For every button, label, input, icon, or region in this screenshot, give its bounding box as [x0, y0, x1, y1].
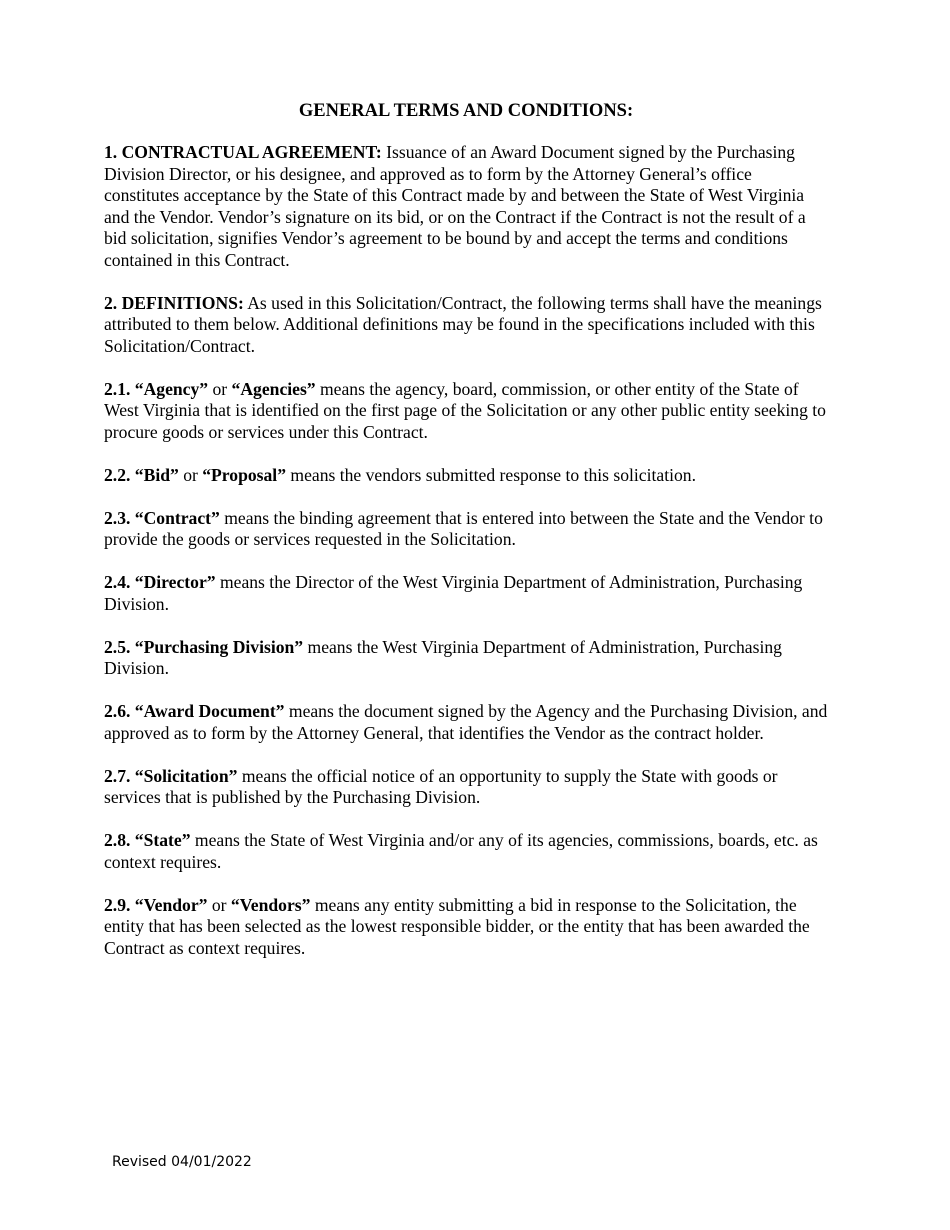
section-term-alt: “Vendors”: [230, 894, 311, 915]
section-term-alt: “Agencies”: [231, 378, 316, 399]
revision-footer: Revised 04/01/2022: [112, 1154, 252, 1170]
section-term: 2.1. “Agency”: [104, 378, 209, 399]
section-text: means any entity submitting a bid in response to the Solicitation, the entity that has been selected as the lowest responsible bidder, or the entity that has been awarded the Contract as context requires.: [104, 894, 810, 958]
section-term: 2. DEFINITIONS:: [104, 292, 244, 313]
section-definitions: [104, 293, 828, 358]
section-text: means the document signed by the Agency and the Purchasing Division, and approved as to form by the Attorney General, that identifies the Vendor as the contract holder.: [104, 701, 828, 743]
section-term: 2.8. “State”: [104, 830, 191, 850]
definition-vendor: [104, 895, 828, 960]
section-term: 1. CONTRACTUAL AGREEMENT:: [104, 142, 382, 162]
section-joiner: or: [208, 378, 232, 399]
definition-award-document: [104, 701, 828, 744]
definition-purchasing-division: [104, 637, 828, 680]
section-term: 2.5. “Purchasing Division”: [104, 636, 304, 657]
section-text: means the binding agreement that is entered into between the State and the Vendor to provide the goods or services requested in the Solicitation.: [104, 507, 823, 549]
definition-director: [104, 572, 828, 615]
definition-agency: [104, 379, 828, 444]
section-term: 2.6. “Award Document”: [104, 701, 285, 721]
document-page: [104, 100, 828, 981]
section-text: means the Director of the West Virginia Department of Administration, Purchasing Division.: [104, 572, 803, 614]
section-text: means the vendors submitted response to this solicitation.: [286, 464, 696, 485]
section-text: means the West Virginia Department of Administration, Purchasing Division.: [104, 636, 782, 678]
section-term: 2.2. “Bid”: [104, 464, 179, 485]
definition-solicitation: [104, 766, 828, 809]
section-joiner: or: [207, 894, 231, 915]
document-title: GENERAL TERMS AND CONDITIONS:: [298, 101, 634, 121]
definition-bid: [104, 465, 828, 487]
section-text: means the agency, board, commission, or other entity of the State of West Virginia that is identified on the first page of the Solicitation or any other public entity seeking to procure goods or services under this Contract.: [104, 378, 826, 442]
section-text: Issuance of an Award Document signed by the Purchasing Division Director, or his designee, and approved as to form by the Attorney General’s office constitutes acceptance by the State of this Contract made by and between the State of West Virginia and the Vendor. Vendor’s signature on its bid, or on the Contract if the Contract is not the result of a bid solicitation, signifies Vendor’s agreement to be bound by and accept the terms and conditions contained in this Contract.: [104, 142, 806, 270]
section-joiner: or: [178, 464, 203, 485]
section-term-alt: “Proposal”: [202, 464, 286, 485]
section-term: 2.3. “Contract”: [104, 507, 220, 528]
definition-contract: [104, 508, 828, 551]
section-text: means the official notice of an opportunity to supply the State with goods or services that is published by the Purchasing Division.: [104, 765, 778, 807]
section-term: 2.7. “Solicitation”: [104, 765, 238, 786]
section-text: means the State of West Virginia and/or any of its agencies, commissions, boards, etc. as context requires.: [104, 830, 818, 872]
section-contractual-agreement: [104, 142, 828, 271]
section-term: 2.4. “Director”: [104, 572, 216, 592]
section-term: 2.9. “Vendor”: [104, 894, 208, 915]
section-text: As used in this Solicitation/Contract, the following terms shall have the meanings attributed to them below. Additional definitions may be found in the specifications included with this Solicitation/Contract.: [104, 292, 822, 356]
definition-state: [104, 830, 828, 873]
